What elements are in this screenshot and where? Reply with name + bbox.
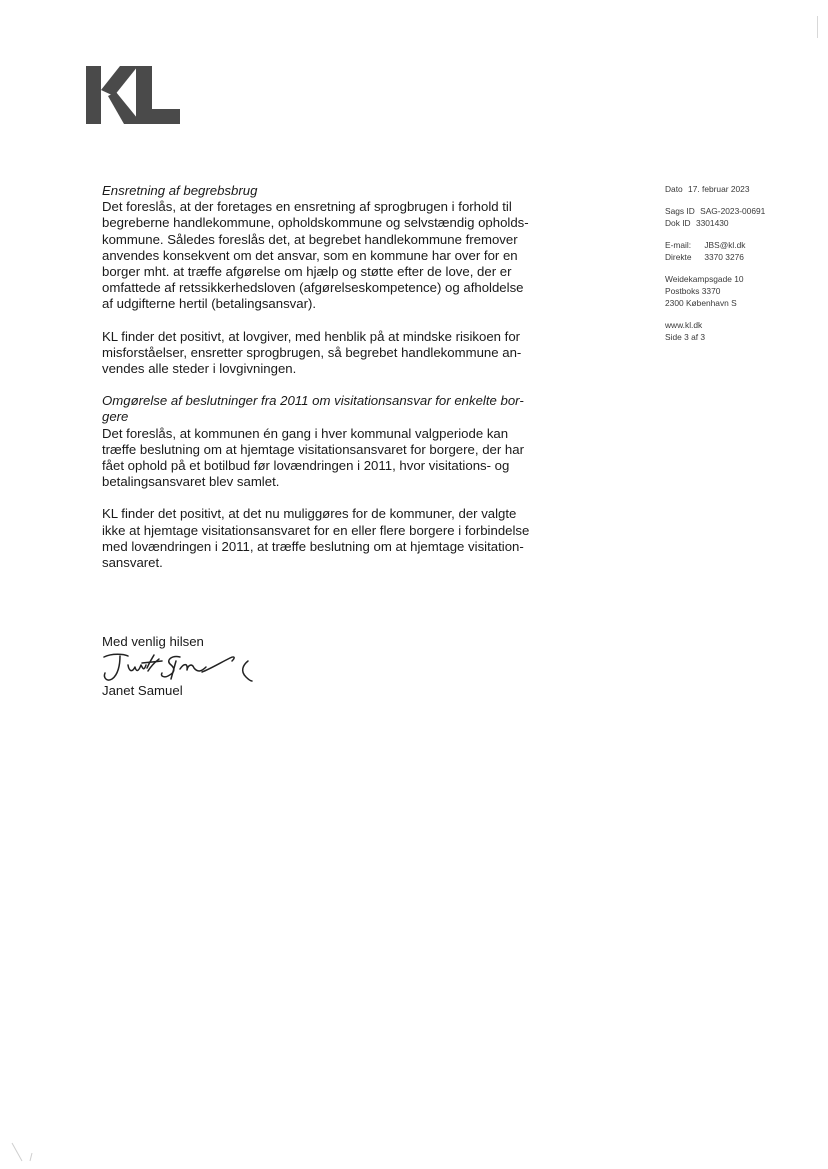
scan-corner-mark xyxy=(8,1139,44,1165)
date-group xyxy=(665,183,815,195)
date-row xyxy=(665,183,815,195)
direct-phone-label: Direkte xyxy=(665,252,692,262)
body-line: omfattede af retssikkerhedsloven (afgørelseskompetence) og afholdelse xyxy=(102,280,524,296)
body-line: anvendes konsekvent om det ansvar, som en kommune har over for en xyxy=(102,247,518,263)
date-value: 17. februar 2023 xyxy=(688,184,750,194)
letter-body xyxy=(102,183,562,587)
body-line: KL finder det positivt, at lovgiver, med henblik på at mindske risikoen for xyxy=(102,328,521,344)
body-line: misforståelser, ensretter sprogbrugen, så begrebet handlekommune an- xyxy=(102,344,522,360)
body-line: borger mht. at træffe afgørelse om hjælp og støtte efter de love, der er xyxy=(102,264,512,280)
kl-logo xyxy=(86,66,182,124)
address-group xyxy=(665,273,815,309)
dok-id-row xyxy=(665,217,815,229)
direct-phone-row xyxy=(665,251,815,263)
kl-logo-mark xyxy=(86,66,182,124)
body-line: Det foreslås, at kommunen én gang i hver kommunal valgperiode kan xyxy=(102,425,509,441)
body-line: med lovændringen i 2011, at træffe beslutning om at hjemtage visitation- xyxy=(102,538,524,554)
paragraph-kl-positive-2 xyxy=(102,506,562,571)
address-line: Weidekampsgade 10 xyxy=(665,274,744,284)
body-line: begreberne handlekommune, opholdskommune og selvstændig opholds- xyxy=(102,215,529,231)
body-line: af udgifterne hertil (betalingsansvar). xyxy=(102,296,317,312)
sags-id-row xyxy=(665,205,815,217)
body-line: fået ophold på et botilbud før lovændringen i 2011, hvor visitations- og xyxy=(102,458,510,474)
section-heading: gere xyxy=(102,409,129,425)
address-line: 2300 København S xyxy=(665,298,737,308)
ids-group xyxy=(665,205,815,229)
section-ensretning xyxy=(102,183,562,313)
signer-name: Janet Samuel xyxy=(102,683,183,698)
dok-id-value: 3301430 xyxy=(695,218,729,228)
section-heading: Ensretning af begrebsbrug xyxy=(102,183,258,198)
email-label: E-mail: xyxy=(665,240,692,250)
scan-edge-mark xyxy=(817,16,818,38)
sags-id-label: Sags ID xyxy=(665,206,695,216)
address-line: Postboks 3370 xyxy=(665,286,721,296)
body-line: vendes alle steder i lovgivningen. xyxy=(102,361,297,377)
contact-group xyxy=(665,239,815,263)
page-number: Side 3 af 3 xyxy=(665,332,706,342)
body-line: kommune. Således foreslås det, at begrebet handlekommune fremover xyxy=(102,231,518,247)
dok-id-label: Dok ID xyxy=(665,218,691,228)
body-line: ikke at hjemtage visitationsansvaret for en eller flere borgere i forbindelse xyxy=(102,522,530,538)
body-line: KL finder det positivt, at det nu muliggøres for de kommuner, der valgte xyxy=(102,506,517,522)
body-line: Det foreslås, at der foretages en ensretning af sprogbrugen i forhold til xyxy=(102,199,512,215)
web-group xyxy=(665,319,815,343)
sags-id-value: SAG-2023-00691 xyxy=(700,206,766,216)
body-line: træffe beslutning om at hjemtage visitationsansvaret for borgere, der har xyxy=(102,441,524,457)
paragraph-kl-positive-1 xyxy=(102,329,562,378)
closing-greeting: Med venlig hilsen xyxy=(102,634,204,649)
section-heading: Omgørelse af beslutninger fra 2011 om visitationsansvar for enkelte bor- xyxy=(102,393,524,409)
letter-meta xyxy=(665,183,815,353)
email-value: JBS@kl.dk xyxy=(704,240,746,250)
email-row xyxy=(665,239,815,251)
section-omgoerelse xyxy=(102,393,562,490)
date-label: Dato xyxy=(665,184,683,194)
direct-phone-value: 3370 3276 xyxy=(704,252,744,262)
body-line: sansvaret. xyxy=(102,555,163,571)
body-line: betalingsansvaret blev samlet. xyxy=(102,474,280,490)
website: www.kl.dk xyxy=(665,320,703,330)
